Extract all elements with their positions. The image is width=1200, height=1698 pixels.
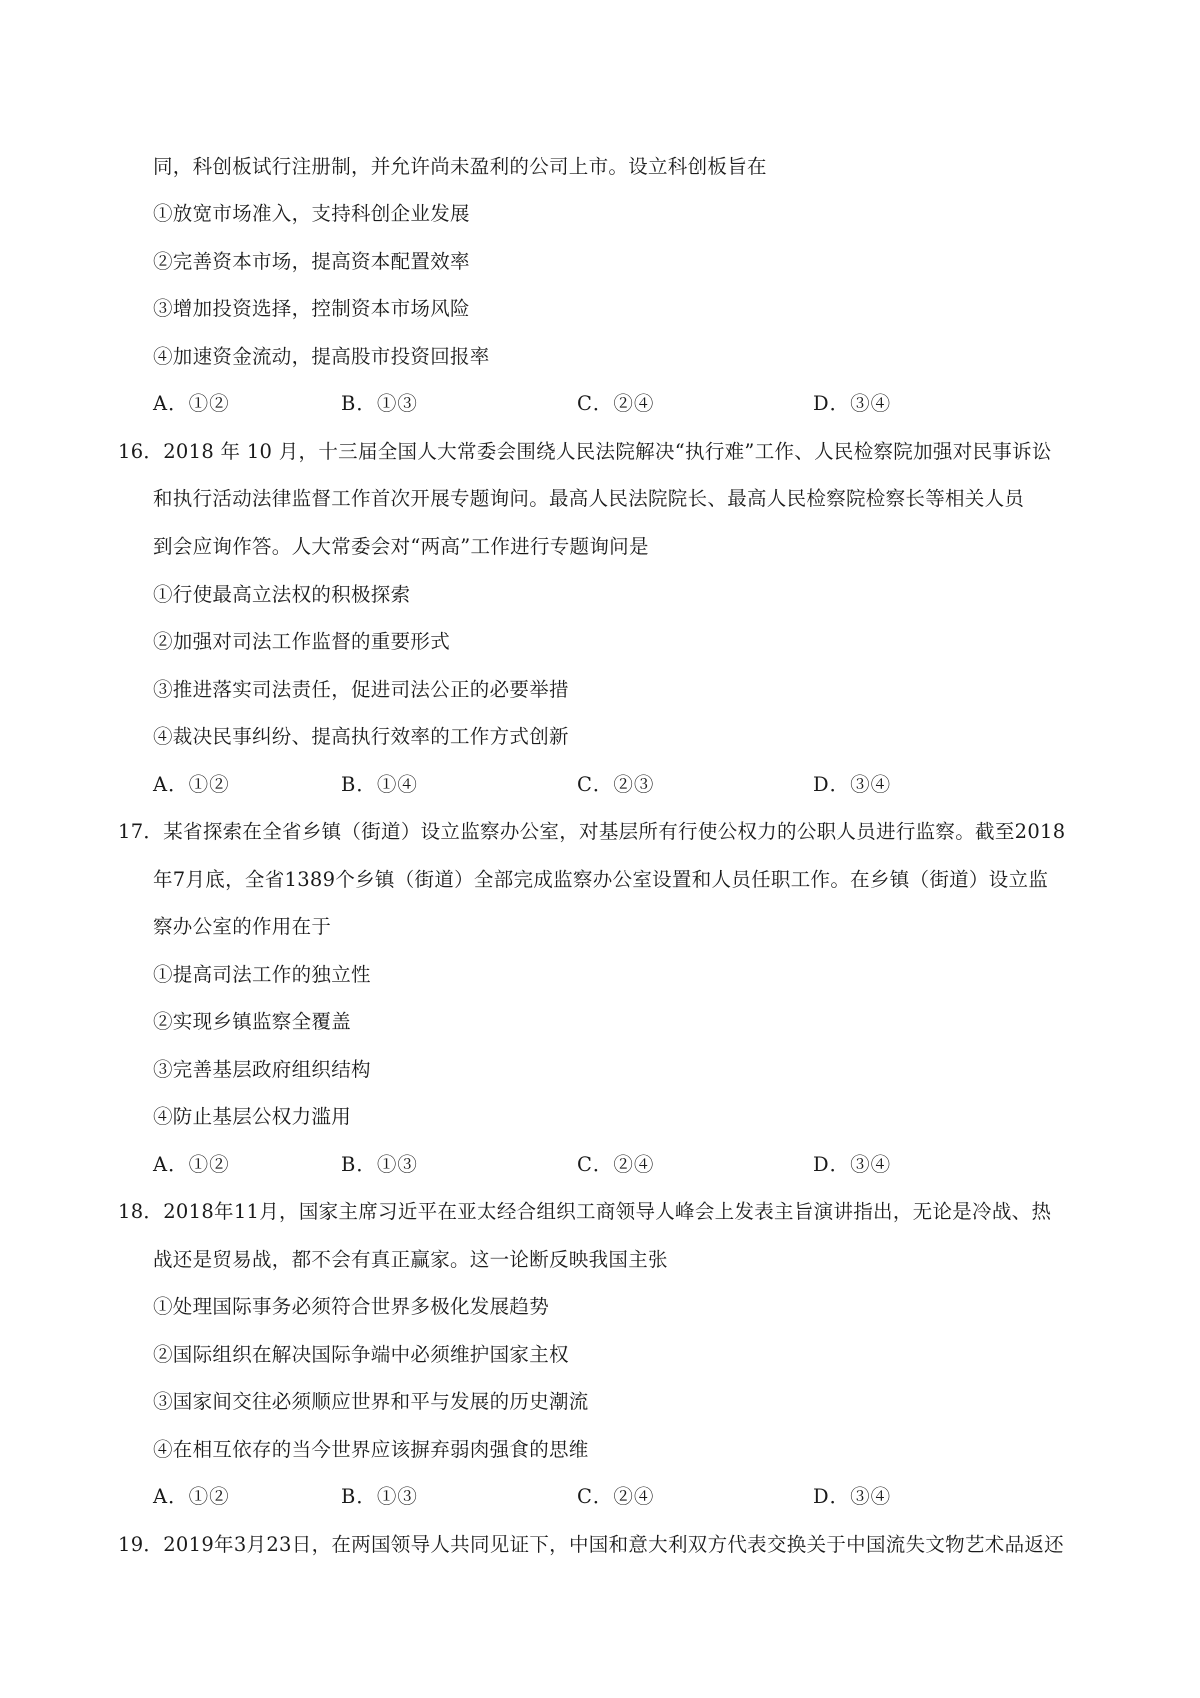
question-18-line-2: 战还是贸易战，都不会有真正赢家。这一论断反映我国主张 [153, 1248, 668, 1271]
option-b: B．①④ [341, 773, 418, 796]
question-17-item-2: ②实现乡镇监察全覆盖 [153, 1010, 352, 1033]
question-17-item-3: ③完善基层政府组织结构 [153, 1058, 371, 1081]
question-16-line-1 [118, 438, 1052, 466]
option-c: C．②④ [577, 1153, 655, 1176]
option-a: A．①② [153, 392, 230, 415]
option-b: B．①③ [341, 1485, 418, 1508]
question-15-item-1: ①放宽市场准入，支持科创企业发展 [153, 202, 470, 225]
question-16-line-2: 和执行活动法律监督工作首次开展专题询问。最高人民法院院长、最高人民检察院检察长等相关人员 [153, 487, 1025, 510]
option-c: C．②③ [577, 773, 655, 796]
question-16-item-1: ①行使最高立法权的积极探索 [153, 583, 411, 606]
question-16-item-2: ②加强对司法工作监督的重要形式 [153, 630, 451, 653]
question-number: 18． [118, 1200, 164, 1223]
question-19-line-1 [118, 1531, 1064, 1559]
option-c: C．②④ [577, 1485, 655, 1508]
option-c: C．②④ [577, 392, 655, 415]
question-19-stem: 2019年3月23日，在两国领导人共同见证下，中国和意大利双方代表交换关于中国流失文物艺术品返还 [163, 1533, 1064, 1556]
question-16-item-4: ④裁决民事纠纷、提高执行效率的工作方式创新 [153, 725, 569, 748]
question-16-stem: 2018 年 10 月，十三届全国人大常委会围绕人民法院解决“执行难”工作、人民检察院加强对民事诉讼 [163, 440, 1052, 463]
question-18-line-1 [118, 1198, 1051, 1226]
question-number: 19． [118, 1533, 164, 1556]
question-15-stem-line: 同，科创板试行注册制，并允许尚未盈利的公司上市。设立科创板旨在 [153, 155, 767, 178]
question-17-line-3: 察办公室的作用在于 [153, 915, 332, 938]
question-16-line-3: 到会应询作答。人大常委会对“两高”工作进行专题询问是 [153, 535, 649, 558]
question-15-item-2: ②完善资本市场，提高资本配置效率 [153, 250, 470, 273]
question-17-options [153, 1151, 953, 1179]
option-d: D．③④ [813, 773, 892, 796]
option-d: D．③④ [813, 392, 892, 415]
question-17-stem: 某省探索在全省乡镇（街道）设立监察办公室，对基层所有行使公权力的公职人员进行监察。截至2018 [163, 820, 1066, 843]
question-18-stem: 2018年11月，国家主席习近平在亚太经合组织工商领导人峰会上发表主旨演讲指出，无论是冷战、热 [163, 1200, 1052, 1223]
question-17-line-2: 年7月底，全省1389个乡镇（街道）全部完成监察办公室设置和人员任职工作。在乡镇（街道）设立监 [153, 868, 1049, 891]
question-17-line-1 [118, 818, 1065, 846]
option-d: D．③④ [813, 1485, 892, 1508]
question-18-item-3: ③国家间交往必须顺应世界和平与发展的历史潮流 [153, 1390, 589, 1413]
option-a: A．①② [153, 1153, 230, 1176]
option-d: D．③④ [813, 1153, 892, 1176]
question-18-item-2: ②国际组织在解决国际争端中必须维护国家主权 [153, 1343, 569, 1366]
question-15-item-4: ④加速资金流动，提高股市投资回报率 [153, 345, 490, 368]
option-b: B．①③ [341, 392, 418, 415]
question-16-options [153, 771, 953, 799]
question-18-item-1: ①处理国际事务必须符合世界多极化发展趋势 [153, 1295, 550, 1318]
question-15-options [153, 390, 953, 418]
question-17-item-4: ④防止基层公权力滥用 [153, 1105, 352, 1128]
question-16-item-3: ③推进落实司法责任，促进司法公正的必要举措 [153, 678, 569, 701]
option-a: A．①② [153, 773, 230, 796]
question-17-item-1: ①提高司法工作的独立性 [153, 963, 371, 986]
question-number: 16． [118, 440, 164, 463]
question-15-item-3: ③增加投资选择，控制资本市场风险 [153, 297, 470, 320]
question-number: 17． [118, 820, 164, 843]
question-18-options [153, 1483, 953, 1511]
option-b: B．①③ [341, 1153, 418, 1176]
question-18-item-4: ④在相互依存的当今世界应该摒弃弱肉强食的思维 [153, 1438, 589, 1461]
option-a: A．①② [153, 1485, 230, 1508]
